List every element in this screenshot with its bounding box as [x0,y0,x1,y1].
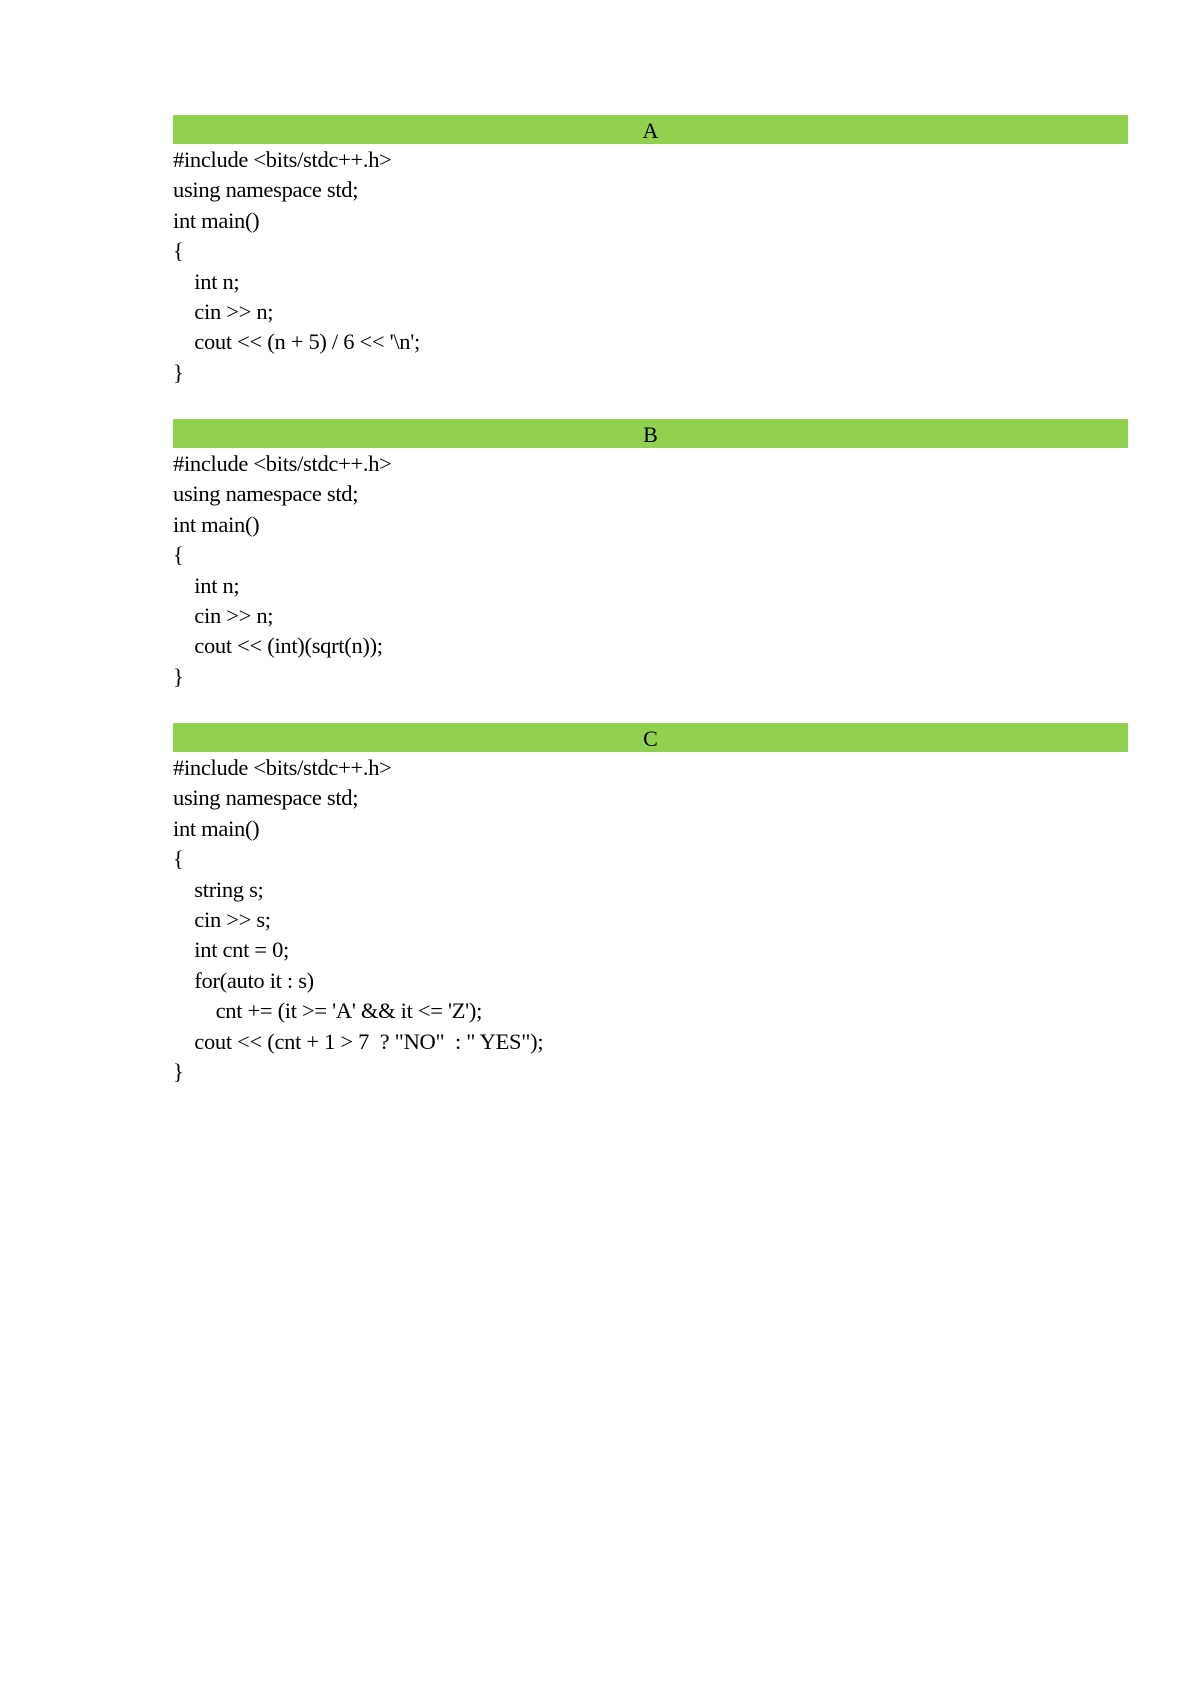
code-line: cin >> s; [173,906,271,932]
code-line: int cnt = 0; [173,937,290,963]
code-line: { [173,542,184,568]
code-line: int main() [173,207,260,233]
section-header: A [173,115,1128,144]
code-line: int main() [173,511,260,537]
code-block [173,144,1128,387]
code-block [173,448,1128,691]
section-header: C [173,723,1128,752]
code-line: } [173,663,184,689]
code-line: cout << (n + 5) / 6 << '\n'; [173,329,420,355]
code-line: #include <bits/stdc++.h> [173,451,392,476]
code-line: using namespace std; [173,785,359,811]
code-line: using namespace std; [173,177,359,203]
code-line: cnt += (it >= 'A' && it <= 'Z'); [173,998,483,1024]
code-section-c [173,723,1128,1086]
code-line: #include <bits/stdc++.h> [173,755,392,780]
code-line: int main() [173,815,260,841]
code-line: #include <bits/stdc++.h> [173,147,392,172]
code-line: cout << (cnt + 1 > 7 ? "NO" : " YES"); [173,1028,544,1054]
code-section-a [173,115,1128,387]
code-line: { [173,238,184,264]
code-line: int n; [173,268,240,294]
code-line: int n; [173,572,240,598]
section-header: B [173,419,1128,448]
code-block [173,752,1128,1086]
code-line: string s; [173,876,264,902]
code-line: } [173,1058,184,1084]
code-line: cin >> n; [173,298,274,324]
code-line: using namespace std; [173,481,359,507]
code-line: for(auto it : s) [173,967,314,993]
code-section-b [173,419,1128,691]
code-line: cin >> n; [173,602,274,628]
code-line: } [173,359,184,385]
code-line: cout << (int)(sqrt(n)); [173,633,383,659]
code-line: { [173,846,184,872]
